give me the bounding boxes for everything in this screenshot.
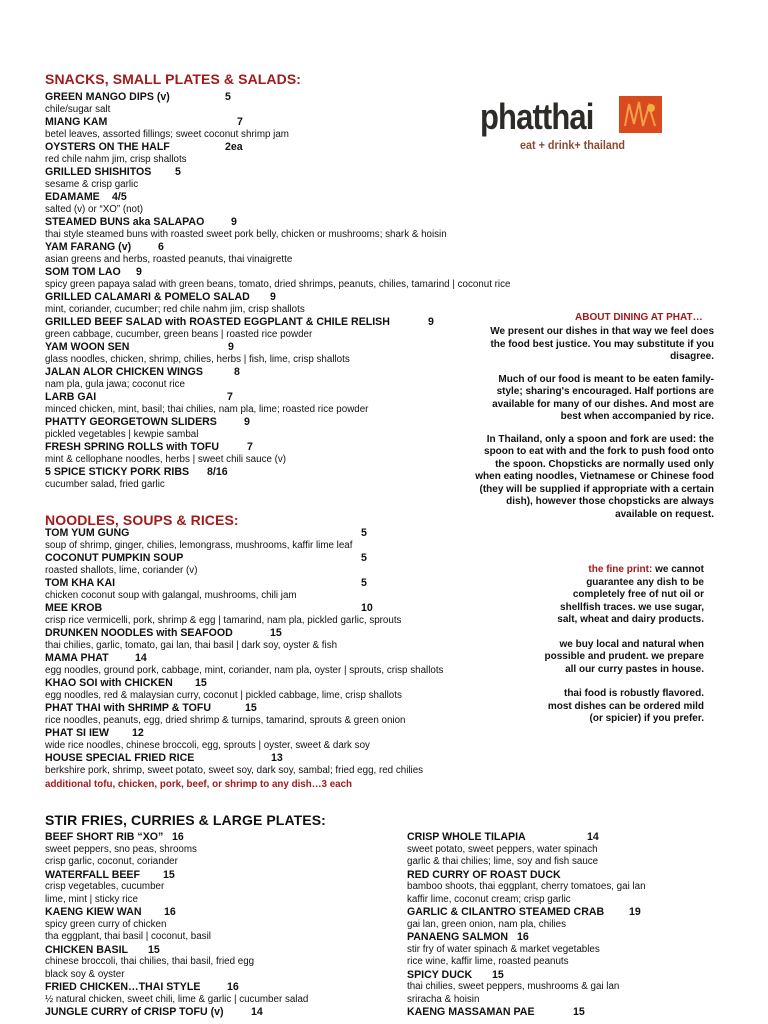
menu-item (407, 869, 646, 907)
menu-item (45, 906, 308, 944)
stirfries-right-list (407, 831, 646, 1019)
menu-item-price: 14 (251, 1006, 263, 1018)
noodles-list (45, 527, 443, 777)
menu-item-name: CRISP WHOLE TILAPIA (407, 831, 526, 843)
menu-item-price: 5 (361, 577, 367, 589)
menu-item (45, 141, 510, 166)
menu-item-name: GARLIC & CILANTRO STEAMED CRAB (407, 906, 605, 918)
menu-item-description: berkshire pork, shrimp, sweet potato, sweet soy, dark soy, sambal; fried egg, red chilies (45, 764, 424, 776)
menu-item-description: soup of shrimp, ginger, chilies, lemongrass, mushrooms, kaffir lime leaf (45, 539, 353, 551)
menu-item-description: stir fry of water spinach & market vegetables (407, 943, 600, 955)
menu-item-name: HOUSE SPECIAL FRIED RICE (45, 752, 195, 764)
menu-item (45, 727, 443, 752)
menu-item (45, 391, 510, 416)
menu-item (407, 831, 646, 869)
menu-item (45, 1006, 308, 1019)
menu-item-price: 9 (428, 316, 434, 328)
menu-item (45, 627, 443, 652)
menu-item-price: 16 (227, 981, 239, 993)
menu-item-price: 5 (361, 552, 367, 564)
additional-protein-note: additional tofu, chicken, pork, beef, or shrimp to any dish…3 each (45, 779, 353, 790)
menu-item-price: 6 (158, 241, 164, 253)
menu-item-price: 4/5 (112, 191, 127, 203)
about-title: ABOUT DINING AT PHAT… (575, 312, 703, 323)
menu-item (407, 931, 646, 969)
menu-item (45, 241, 510, 266)
menu-item-price: 16 (164, 906, 176, 918)
menu-item (45, 552, 443, 577)
menu-item-name: JUNGLE CURRY of CRISP TOFU (v) (45, 1006, 224, 1018)
menu-item (45, 266, 510, 291)
menu-item (45, 577, 443, 602)
menu-item-name: SOM TOM LAO (45, 266, 121, 278)
phatthai-logo (480, 96, 662, 156)
menu-item (407, 906, 646, 931)
menu-item (45, 216, 510, 241)
menu-item-price: 2ea (225, 141, 243, 153)
menu-item-name: JALAN ALOR CHICKEN WINGS (45, 366, 203, 378)
menu-item-description: green cabbage, cucumber, green beans | roasted rice powder (45, 328, 313, 340)
menu-item-price: 9 (244, 416, 250, 428)
menu-item (45, 702, 443, 727)
menu-item-name: MEE KROB (45, 602, 103, 614)
menu-item-description: rice wine, kaffir lime, roasted peanuts (407, 956, 569, 967)
menu-item-name: KAENG KIEW WAN (45, 906, 142, 918)
menu-item-description: roasted shallots, lime, coriander (v) (45, 564, 198, 576)
menu-item (45, 166, 510, 191)
menu-item (45, 677, 443, 702)
about-paragraph-1: We present our dishes in that way we feel does the food best justice. You may substitute if you disagree. (490, 326, 714, 362)
fine-print-paragraph-3: thai food is robustly flavored. most dishes can be ordered mild (or spicier) if you prefer. (547, 688, 704, 724)
menu-item-description: lime, mint | sticky rice (45, 893, 138, 905)
menu-item-price: 9 (136, 266, 142, 278)
fine-print (540, 564, 704, 726)
noodles-section-title: NOODLES, SOUPS & RICES: (45, 512, 239, 528)
menu-item-name: YAM WOON SEN (45, 341, 130, 353)
menu-item-description: sesame & crisp garlic (45, 178, 139, 190)
menu-item-price: 5 (175, 166, 181, 178)
menu-item-name: PANAENG SALMON (407, 931, 509, 943)
menu-item (45, 116, 510, 141)
menu-item-description: spicy green papaya salad with green beans, tomato, dried shrimps, peanuts, chilies, tamarind | coconut rice (45, 278, 511, 290)
menu-item-description: salted (v) or “XO” (not) (45, 203, 143, 215)
menu-item (45, 366, 510, 391)
menu-item (45, 981, 308, 1006)
menu-item-name: OYSTERS ON THE HALF (45, 141, 170, 153)
menu-item-name: TOM YUM GUNG (45, 527, 130, 539)
menu-item-name: COCONUT PUMPKIN SOUP (45, 552, 184, 564)
menu-item-description: sweet potato, sweet peppers, water spinach (407, 843, 598, 855)
menu-item-price: 15 (163, 868, 175, 881)
menu-item-description: red chile nahm jim, crisp shallots (45, 153, 187, 165)
about-paragraph-2: Much of our food is meant to be eaten family-style; sharing's encouraged. Half portions are available for many of our dishes. And most are best when accompanied by rice. (492, 373, 714, 422)
about-paragraph-3: In Thailand, only a spoon and fork are used: the spoon to eat with and the fork to push food onto the spoon. Chopsticks are normally used only when eating noodles, Vietnamese or Chinese food (they will be supplied if appropriate with a certain dish), however those chopsticks are always available on request. (475, 433, 714, 520)
menu-item-description: thai style steamed buns with roasted sweet pork belly, chicken or mushrooms; shark & hoisin (45, 228, 447, 240)
menu-item (45, 527, 443, 552)
menu-item-name: FRIED CHICKEN…THAI STYLE (45, 981, 201, 993)
logo-wordmark: phatthai (480, 96, 594, 137)
menu-item-name: EDAMAME (45, 191, 100, 203)
logo-tagline: eat + drink+ thailand (520, 138, 626, 152)
menu-item (45, 291, 510, 316)
menu-item-price: 16 (517, 931, 529, 943)
menu-item (45, 652, 443, 677)
menu-item (45, 831, 308, 869)
menu-item (407, 969, 646, 1007)
menu-item (407, 1006, 646, 1019)
menu-item-price: 16 (172, 831, 184, 843)
about-text (474, 326, 714, 521)
snacks-list (45, 91, 510, 491)
menu-item-price: 9 (231, 216, 237, 228)
menu-item-description: egg noodles, red & malaysian curry, coconut | pickled cabbage, lime, crisp shallots (45, 689, 402, 701)
fine-print-paragraph-1: we cannot guarantee any dish to be completely free of nut oil or shellfish traces. we use sugar, salt, wheat and dairy products. (557, 564, 704, 625)
menu-item-price: 15 (492, 968, 504, 981)
menu-item-description: chinese broccoli, thai chilies, thai basil, fried egg (45, 956, 255, 967)
menu-item-description: crisp garlic, coconut, coriander (45, 856, 178, 867)
menu-item-price: 5 (361, 527, 367, 539)
menu-item-name: PHAT THAI with SHRIMP & TOFU (45, 702, 211, 714)
menu-item-name: GREEN MANGO DIPS (v) (45, 91, 170, 103)
menu-item (45, 466, 510, 491)
menu-item-name: GRILLED SHISHITOS (45, 166, 152, 178)
menu-item-name: YAM FARANG (v) (45, 241, 132, 253)
menu-item-price: 10 (361, 602, 373, 614)
menu-item-description: tha eggplant, thai basil | coconut, basil (45, 931, 211, 942)
menu-item-description: sriracha & hoisin (407, 993, 480, 1005)
menu-item-name: WATERFALL BEEF (45, 868, 140, 881)
menu-item-description: cucumber salad, fried garlic (45, 478, 165, 490)
menu-item-price: 12 (132, 727, 144, 739)
menu-item-description: asian greens and herbs, roasted peanuts, thai vinaigrette (45, 253, 293, 265)
menu-item-name: MAMA PHAT (45, 652, 109, 664)
menu-item-price: 5 (225, 91, 231, 103)
menu-item-name: PHATTY GEORGETOWN SLIDERS (45, 416, 217, 428)
snacks-section-title: SNACKS, SMALL PLATES & SALADS: (45, 71, 302, 87)
menu-item-description: mint & cellophane noodles, herbs | sweet chili sauce (v) (45, 453, 287, 465)
menu-item-description: wide rice noodles, chinese broccoli, egg, sprouts | oyster, sweet & dark soy (45, 739, 370, 751)
menu-item-description: glass noodles, chicken, shrimp, chilies, herbs | fish, lime, crisp shallots (45, 353, 350, 365)
menu-item-name: 5 SPICE STICKY PORK RIBS (45, 466, 190, 478)
menu-item (45, 341, 510, 366)
fine-print-label: the fine print: (588, 564, 653, 575)
stirfries-section-title: STIR FRIES, CURRIES & LARGE PLATES: (45, 812, 326, 828)
menu-item-description: black soy & oyster (45, 968, 125, 980)
menu-item-description: garlic & thai chilies; lime, soy and fish sauce (407, 856, 599, 867)
menu-item-description: pickled vegetables | kewpie sambal (45, 428, 199, 440)
menu-item-price: 15 (195, 677, 207, 689)
menu-item (45, 869, 308, 907)
menu-item-description: thai chilies, garlic, tomato, gai lan, thai basil | dark soy, oyster & fish (45, 639, 338, 651)
menu-item-price: 15 (148, 943, 160, 956)
menu-item-description: crisp vegetables, cucumber (45, 881, 165, 892)
menu-item-name: CHICKEN BASIL (45, 943, 128, 956)
menu-item (45, 752, 443, 777)
menu-item-name: KHAO SOI with CHICKEN (45, 677, 173, 689)
menu-item-description: minced chicken, mint, basil; thai chilies, nam pla, lime; roasted rice powder (45, 403, 369, 415)
menu-item-name: MIANG KAM (45, 116, 108, 128)
menu-item-description: thai chilies, sweet peppers, mushrooms & gai lan (407, 981, 620, 992)
menu-item (45, 91, 510, 116)
menu-item-name: RED CURRY OF ROAST DUCK (407, 868, 561, 881)
menu-item (45, 441, 510, 466)
menu-item-description: nam pla, gula jawa; coconut rice (45, 378, 185, 390)
menu-item-price: 7 (247, 441, 253, 453)
menu-item-name: KAENG MASSAMAN PAE (407, 1006, 535, 1018)
menu-item-name: TOM KHA KAI (45, 577, 116, 589)
menu-item-price: 14 (587, 831, 599, 843)
menu-item (45, 944, 308, 982)
menu-item-description: gai lan, green onion, nam pla, chilies (407, 918, 567, 930)
menu-item-description: bamboo shoots, thai eggplant, cherry tomatoes, gai lan (407, 881, 646, 892)
menu-item-name: PHAT SI IEW (45, 727, 109, 739)
stirfries-left-list (45, 831, 308, 1019)
menu-item-price: 9 (228, 341, 234, 353)
menu-item-description: spicy green curry of chicken (45, 918, 167, 930)
menu-item-price: 19 (629, 906, 641, 918)
menu-item-name: GRILLED CALAMARI & POMELO SALAD (45, 291, 250, 303)
menu-item-name: STEAMED BUNS aka SALAPAO (45, 216, 205, 228)
menu-item-description: chile/sugar salt (45, 103, 111, 115)
menu-item-price: 14 (135, 652, 147, 664)
menu-item-name: SPICY DUCK (407, 968, 473, 981)
menu-item-name: LARB GAI (45, 391, 97, 403)
menu-item-price: 15 (245, 702, 257, 714)
menu-item (45, 191, 510, 216)
menu-item-price: 15 (573, 1006, 585, 1018)
menu-item-name: DRUNKEN NOODLES with SEAFOOD (45, 627, 233, 639)
menu-item-name: FRESH SPRING ROLLS with TOFU (45, 441, 220, 453)
menu-item-name: BEEF SHORT RIB “XO” (45, 831, 164, 843)
menu-item-description: crisp rice vermicelli, pork, shrimp & egg | tamarind, nam pla, pickled garlic, sprouts (45, 614, 402, 626)
fine-print-paragraph-2: we buy local and natural when possible and prudent. we prepare all our curry pastes in house. (544, 638, 704, 675)
menu-item-description: ½ natural chicken, sweet chili, lime & garlic | cucumber salad (45, 993, 309, 1005)
menu-item-price: 7 (237, 116, 243, 128)
menu-item-description: mint, coriander, cucumber; red chile nahm jim, crisp shallots (45, 303, 305, 315)
menu-item (45, 416, 510, 441)
menu-item-description: sweet peppers, sno peas, shrooms (45, 843, 197, 855)
menu-item-name: GRILLED BEEF SALAD with ROASTED EGGPLANT & CHILE RELISH (45, 316, 390, 328)
menu-item (45, 602, 443, 627)
menu-item-price: 9 (270, 291, 276, 303)
menu-item-price: 8 (234, 366, 240, 378)
menu-item-description: rice noodles, peanuts, egg, dried shrimp & turnips, tamarind, sprouts & green onion (45, 714, 406, 726)
menu-item-description: betel leaves, assorted fillings; sweet coconut shrimp jam (45, 128, 289, 140)
menu-item-description: kaffir lime, coconut cream; crisp garlic (407, 893, 571, 905)
menu-item-price: 8/16 (207, 466, 228, 478)
menu-item-description: egg noodles, ground pork, cabbage, mint, coriander, nam pla, oyster | sprouts, crisp shallots (45, 664, 444, 676)
menu-item-description: chicken coconut soup with galangal, mushrooms, chili jam (45, 589, 297, 601)
menu-item (45, 316, 510, 341)
menu-item-price: 15 (270, 627, 282, 639)
menu-item-price: 13 (271, 752, 283, 764)
logo-square-icon (619, 96, 662, 133)
menu-item-price: 7 (227, 391, 233, 403)
